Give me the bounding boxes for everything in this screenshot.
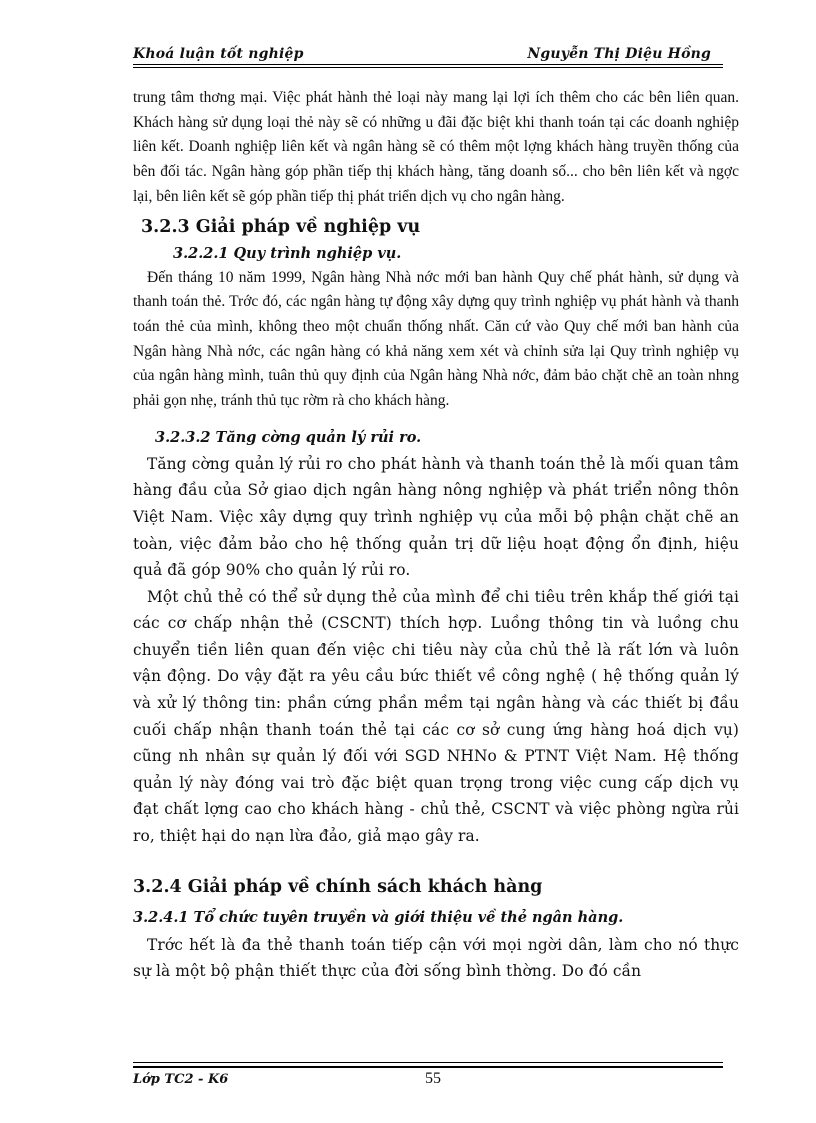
page-header — [133, 44, 723, 68]
paragraph-business-process: Đến tháng 10 năm 1999, Ngân hàng Nhà nớc mới ban hành Quy chế phát hành, sử dụng và thanh toán thẻ. Trớc đó, các ngân hàng tự động xây dựng quy trình nghiệp vụ phát hành và thanh toán thẻ của mình, không theo một chuẩn thống nhất. Căn cứ vào Quy chế mới ban hành của Ngân hàng Nhà nớc, các ngân hàng có khả năng xem xét và chỉnh sửa lại Quy trình nghiệp vụ của ngân hàng mình, tuân thủ quy định của Ngân hàng Nhà nớc, đảm bảo chặt chẽ an toàn nhng phải gọn nhẹ, tránh thủ tục rờm rà cho khách hàng. — [133, 268, 739, 410]
footer-rule-thick — [133, 1066, 723, 1068]
section-heading-3-2-4: 3.2.4 Giải pháp về chính sách khách hàng — [133, 876, 543, 897]
page-footer — [133, 1062, 723, 1092]
subsection-heading-3-2-4-1: 3.2.4.1 Tổ chức tuyên truyền và giới thiệu về thẻ ngân hàng. — [133, 908, 624, 926]
header-rule-double — [133, 67, 723, 68]
page-body — [133, 86, 739, 985]
header-thesis-title: Khoá luận tốt nghiệp — [133, 46, 304, 62]
paragraph-card-promotion: Trớc hết là đa thẻ thanh toán tiếp cận với mọi ngời dân, làm cho nó thực sự là một bộ phận thiết thực của đời sống bình thờng. Do đó cần — [133, 935, 739, 981]
page-number: 55 — [425, 1070, 441, 1087]
header-author-name: Nguyễn Thị Diệu Hồng — [527, 46, 711, 62]
paragraph-risk-management: Tăng cờng quản lý rủi ro cho phát hành và thanh toán thẻ là mối quan tâm hàng đầu của Sở giao dịch ngân hàng nông nghiệp và phát triển nông thôn Việt Nam. Việc xây dựng quy trình nghiệp vụ của mỗi bộ phận chặt chẽ an toàn, việc đảm bảo cho hệ thống quản trị dữ liệu hoạt động ổn định, hiệu quả đã góp 90% cho quản lý rủi ro. — [133, 454, 739, 580]
header-rule — [133, 64, 723, 65]
paragraph-partner-benefits: trung tâm thơng mại. Việc phát hành thẻ loại này mang lại lợi ích thêm cho các bên liên quan. Khách hàng sử dụng loại thẻ này sẽ có những u đãi đặc biệt khi thanh toán tại các doanh nghiệp liên kết. Doanh nghiệp liên kết và ngân hàng sẽ có thêm một lợng khách hàng truyền thống của bên đối tác. Ngân hàng góp phần tiếp thị khách hàng, tăng doanh số... cho bên liên kết và ngợc lại, bên liên kết sẽ góp phần tiếp thị phát triển dịch vụ cho ngân hàng. — [133, 89, 739, 205]
section-heading-3-2-3: 3.2.3 Giải pháp về nghiệp vụ — [141, 216, 421, 237]
subsection-heading-3-2-2-1: 3.2.2.1 Quy trình nghiệp vụ. — [173, 244, 402, 262]
footer-class-label: Lớp TC2 - K6 — [133, 1072, 229, 1087]
footer-rule — [133, 1062, 723, 1063]
paragraph-cardholder-technology: Một chủ thẻ có thể sử dụng thẻ của mình để chi tiêu trên khắp thế giới tại các cơ chấp nhận thẻ (CSCNT) thích hợp. Luồng thông tin và luồng chu chuyển tiền liên quan đến việc chi tiêu này của chủ thẻ là rất lớn và luôn vận động. Do vậy đặt ra yêu cầu bức thiết về công nghệ ( hệ thống quản lý và xử lý thông tin: phần cứng phần mềm tại ngân hàng và các thiết bị đầu cuối chấp nhận thanh toán thẻ tại các cơ sở cung ứng hàng hoá dịch vụ) cũng nh nhân sự quản lý đối với SGD NHNo & PTNT Việt Nam. Hệ thống quản lý này đóng vai trò đặc biệt quan trọng trong việc cung cấp dịch vụ đạt chất lợng cao cho khách hàng - chủ thẻ, CSCNT và việc phòng ngừa rủi ro, thiệt hại do nạn lừa đảo, giả mạo gây ra. — [133, 587, 739, 846]
subsection-heading-3-2-3-2: 3.2.3.2 Tăng cờng quản lý rủi ro. — [155, 428, 422, 446]
